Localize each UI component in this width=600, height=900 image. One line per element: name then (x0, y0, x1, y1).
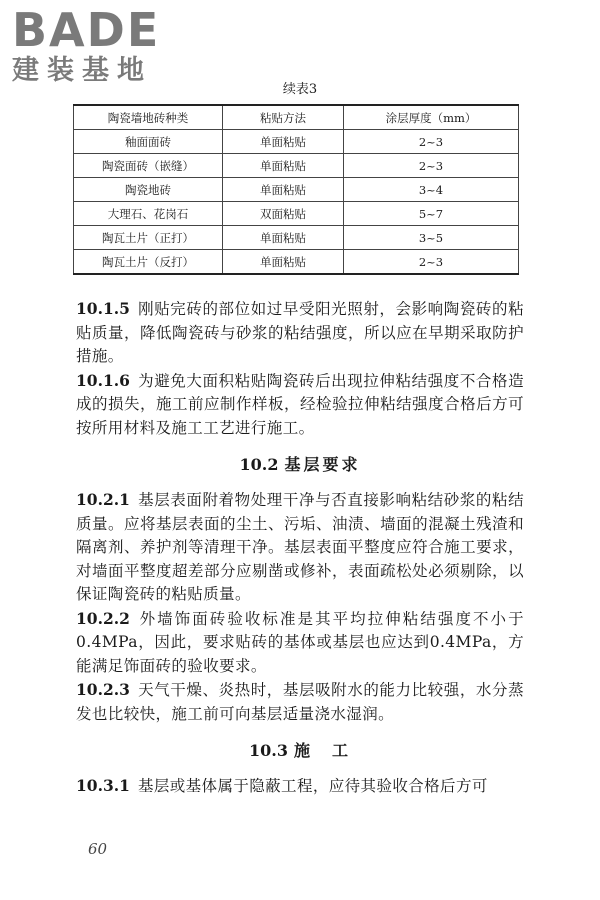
clause-text: 为避免大面积粘贴陶瓷砖后出现拉伸粘结强度不合格造成的损失，施工前应制作样板，经检验拉伸粘结强度合格后方可按所用材料及施工工艺进行施工。 (76, 371, 524, 437)
clause-number: 10.2.3 (76, 680, 130, 699)
cell-thickness: 5~7 (344, 202, 519, 226)
header-method: 粘贴方法 (223, 105, 344, 130)
table-row (74, 250, 519, 275)
clause-10-2-2 (76, 607, 524, 679)
clause-number: 10.3.1 (76, 776, 130, 795)
table-row (74, 178, 519, 202)
clause-10-1-5 (76, 297, 524, 369)
table-row (74, 226, 519, 250)
cell-method: 双面粘贴 (223, 202, 344, 226)
brand-logo (12, 3, 212, 88)
table-row (74, 154, 519, 178)
cell-tile-type: 釉面面砖 (74, 130, 223, 154)
clause-10-2-3 (76, 678, 524, 726)
header-tile-type: 陶瓷墙地砖种类 (74, 105, 223, 130)
clause-number: 10.1.6 (76, 370, 130, 390)
clause-text: 刚贴完砖的部位如过早受阳光照射，会影响陶瓷砖的粘贴质量，降低陶瓷砖与砂浆的粘结强度，所以应在早期采取防护措施。 (76, 300, 524, 365)
clause-10-2-1 (76, 488, 524, 607)
table-caption: 续表3 (282, 82, 318, 97)
section-number: 10.3 (249, 741, 288, 760)
clause-text: 天气干燥、炎热时，基层吸附水的能力比较强，水分蒸发也比较快，施工前可向基层适量浇水湿润。 (76, 681, 524, 723)
cell-method: 单面粘贴 (223, 226, 344, 250)
cell-tile-type: 陶瓦土片（正打） (74, 226, 223, 250)
cell-tile-type: 大理石、花岗石 (74, 202, 223, 226)
section-heading-10-2 (76, 452, 524, 475)
clause-10-1-6 (76, 369, 524, 441)
section-title: 基层要求 (284, 455, 361, 474)
page-number: 60 (88, 840, 108, 858)
cell-method: 单面粘贴 (223, 250, 344, 275)
section-title: 施 工 (293, 741, 351, 760)
clause-number: 10.2.2 (76, 608, 130, 628)
cell-tile-type: 陶瓷面砖（嵌缝） (74, 154, 223, 178)
section-number: 10.2 (239, 455, 279, 474)
cell-thickness: 2~3 (344, 154, 519, 178)
clause-text: 基层表面附着物处理干净与否直接影响粘结砂浆的粘结质量。应将基层表面的尘土、污垢、油渍、墙面的混凝土残渣和隔离剂、养护剂等清理干净。基层表面平整度应符合施工要求，对墙面平整度超差部分应剔凿或修补，表面疏松处必须剔除，以保证陶瓷砖的粘贴质量。 (76, 491, 524, 603)
cell-thickness: 3~4 (344, 178, 519, 202)
clause-text: 基层或基体属于隐蔽工程，应待其验收合格后方可 (137, 777, 488, 795)
cell-thickness: 3~5 (344, 226, 519, 250)
logo-subtitle: 建装基地 (12, 55, 152, 86)
cell-tile-type: 陶瓦土片（反打） (74, 250, 223, 275)
cell-thickness: 2~3 (344, 130, 519, 154)
logo-text: BADE (12, 3, 161, 57)
cell-tile-type: 陶瓷地砖 (74, 178, 223, 202)
table-header-row (74, 105, 519, 130)
coating-thickness-table (73, 104, 519, 275)
table-row (74, 130, 519, 154)
cell-method: 单面粘贴 (223, 178, 344, 202)
clause-text: 外墙饰面砖验收标准是其平均拉伸粘结强度不小于0.4MPa，因此，要求贴砖的基体或基层也应达到0.4MPa，方能满足饰面砖的验收要求。 (76, 609, 524, 675)
body-text (76, 297, 524, 799)
clause-number: 10.2.1 (76, 490, 130, 509)
table-row (74, 202, 519, 226)
header-thickness: 涂层厚度（mm） (344, 105, 519, 130)
cell-method: 单面粘贴 (223, 130, 344, 154)
cell-thickness: 2~3 (344, 250, 519, 275)
clause-number: 10.1.5 (76, 299, 130, 318)
clause-10-3-1 (76, 774, 524, 799)
cell-method: 单面粘贴 (223, 154, 344, 178)
section-heading-10-3 (76, 738, 524, 761)
